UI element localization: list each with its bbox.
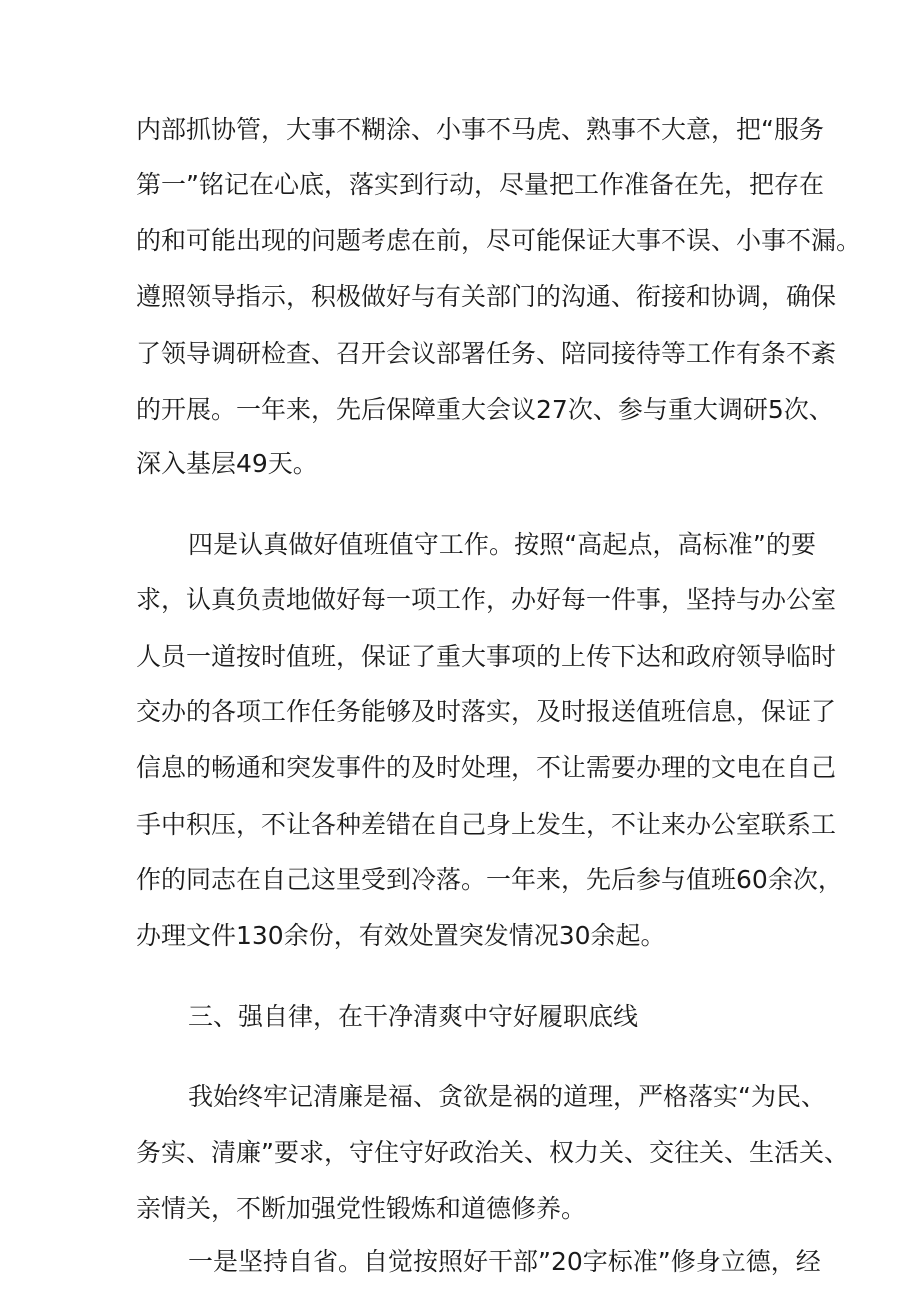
text-line: 的和可能出现的问题考虑在前，尽可能保证大事不误、小事不漏。 bbox=[136, 226, 862, 255]
text-line: 信息的畅通和突发事件的及时处理，不让需要办理的文电在自己 bbox=[136, 753, 837, 782]
text-line: 手中积压，不让各种差错在自己身上发生，不让来办公室联系工 bbox=[136, 810, 837, 839]
text-line: 亲情关，不断加强党性锻炼和道德修养。 bbox=[136, 1194, 587, 1223]
text-line: 遵照领导指示，积极做好与有关部门的沟通、衔接和协调，确保 bbox=[136, 282, 837, 311]
text-line: 深入基层49天。 bbox=[136, 449, 318, 478]
text-line: 了领导调研检查、召开会议部署任务、陪同接待等工作有条不紊 bbox=[136, 339, 837, 368]
text-line: 交办的各项工作任务能够及时落实，及时报送值班信息，保证了 bbox=[136, 697, 837, 726]
text-line: 人员一道按时值班，保证了重大事项的上传下达和政府领导临时 bbox=[136, 642, 837, 671]
paragraph-first-line: 我始终牢记清廉是福、贪欲是祸的道理，严格落实“为民、 bbox=[188, 1082, 826, 1111]
text-line: 求，认真负责地做好每一项工作，办好每一件事，坚持与办公室 bbox=[136, 585, 837, 614]
text-line: 作的同志在自己这里受到冷落。一年来，先后参与值班60余次， bbox=[136, 865, 843, 894]
text-line: 的开展。一年来，先后保障重大会议27次、参与重大调研5次、 bbox=[136, 395, 834, 424]
text-line: 务实、清廉”要求，守住守好政治关、权力关、交往关、生活关、 bbox=[136, 1138, 849, 1167]
text-line: 办理文件130余份，有效处置突发情况30余起。 bbox=[136, 921, 666, 950]
section-heading: 三、强自律，在干净清爽中守好履职底线 bbox=[188, 1002, 639, 1031]
text-line: 内部抓协管，大事不糊涂、小事不马虎、熟事不大意，把“服务 bbox=[136, 115, 824, 144]
paragraph-first-line: 一是坚持自省。自觉按照好干部”20字标准”修身立德，经 bbox=[188, 1247, 821, 1276]
text-line: 第一”铭记在心底，落实到行动，尽量把工作准备在先，把存在 bbox=[136, 170, 824, 199]
paragraph-first-line: 四是认真做好值班值守工作。按照“高起点，高标准”的要 bbox=[188, 530, 816, 559]
